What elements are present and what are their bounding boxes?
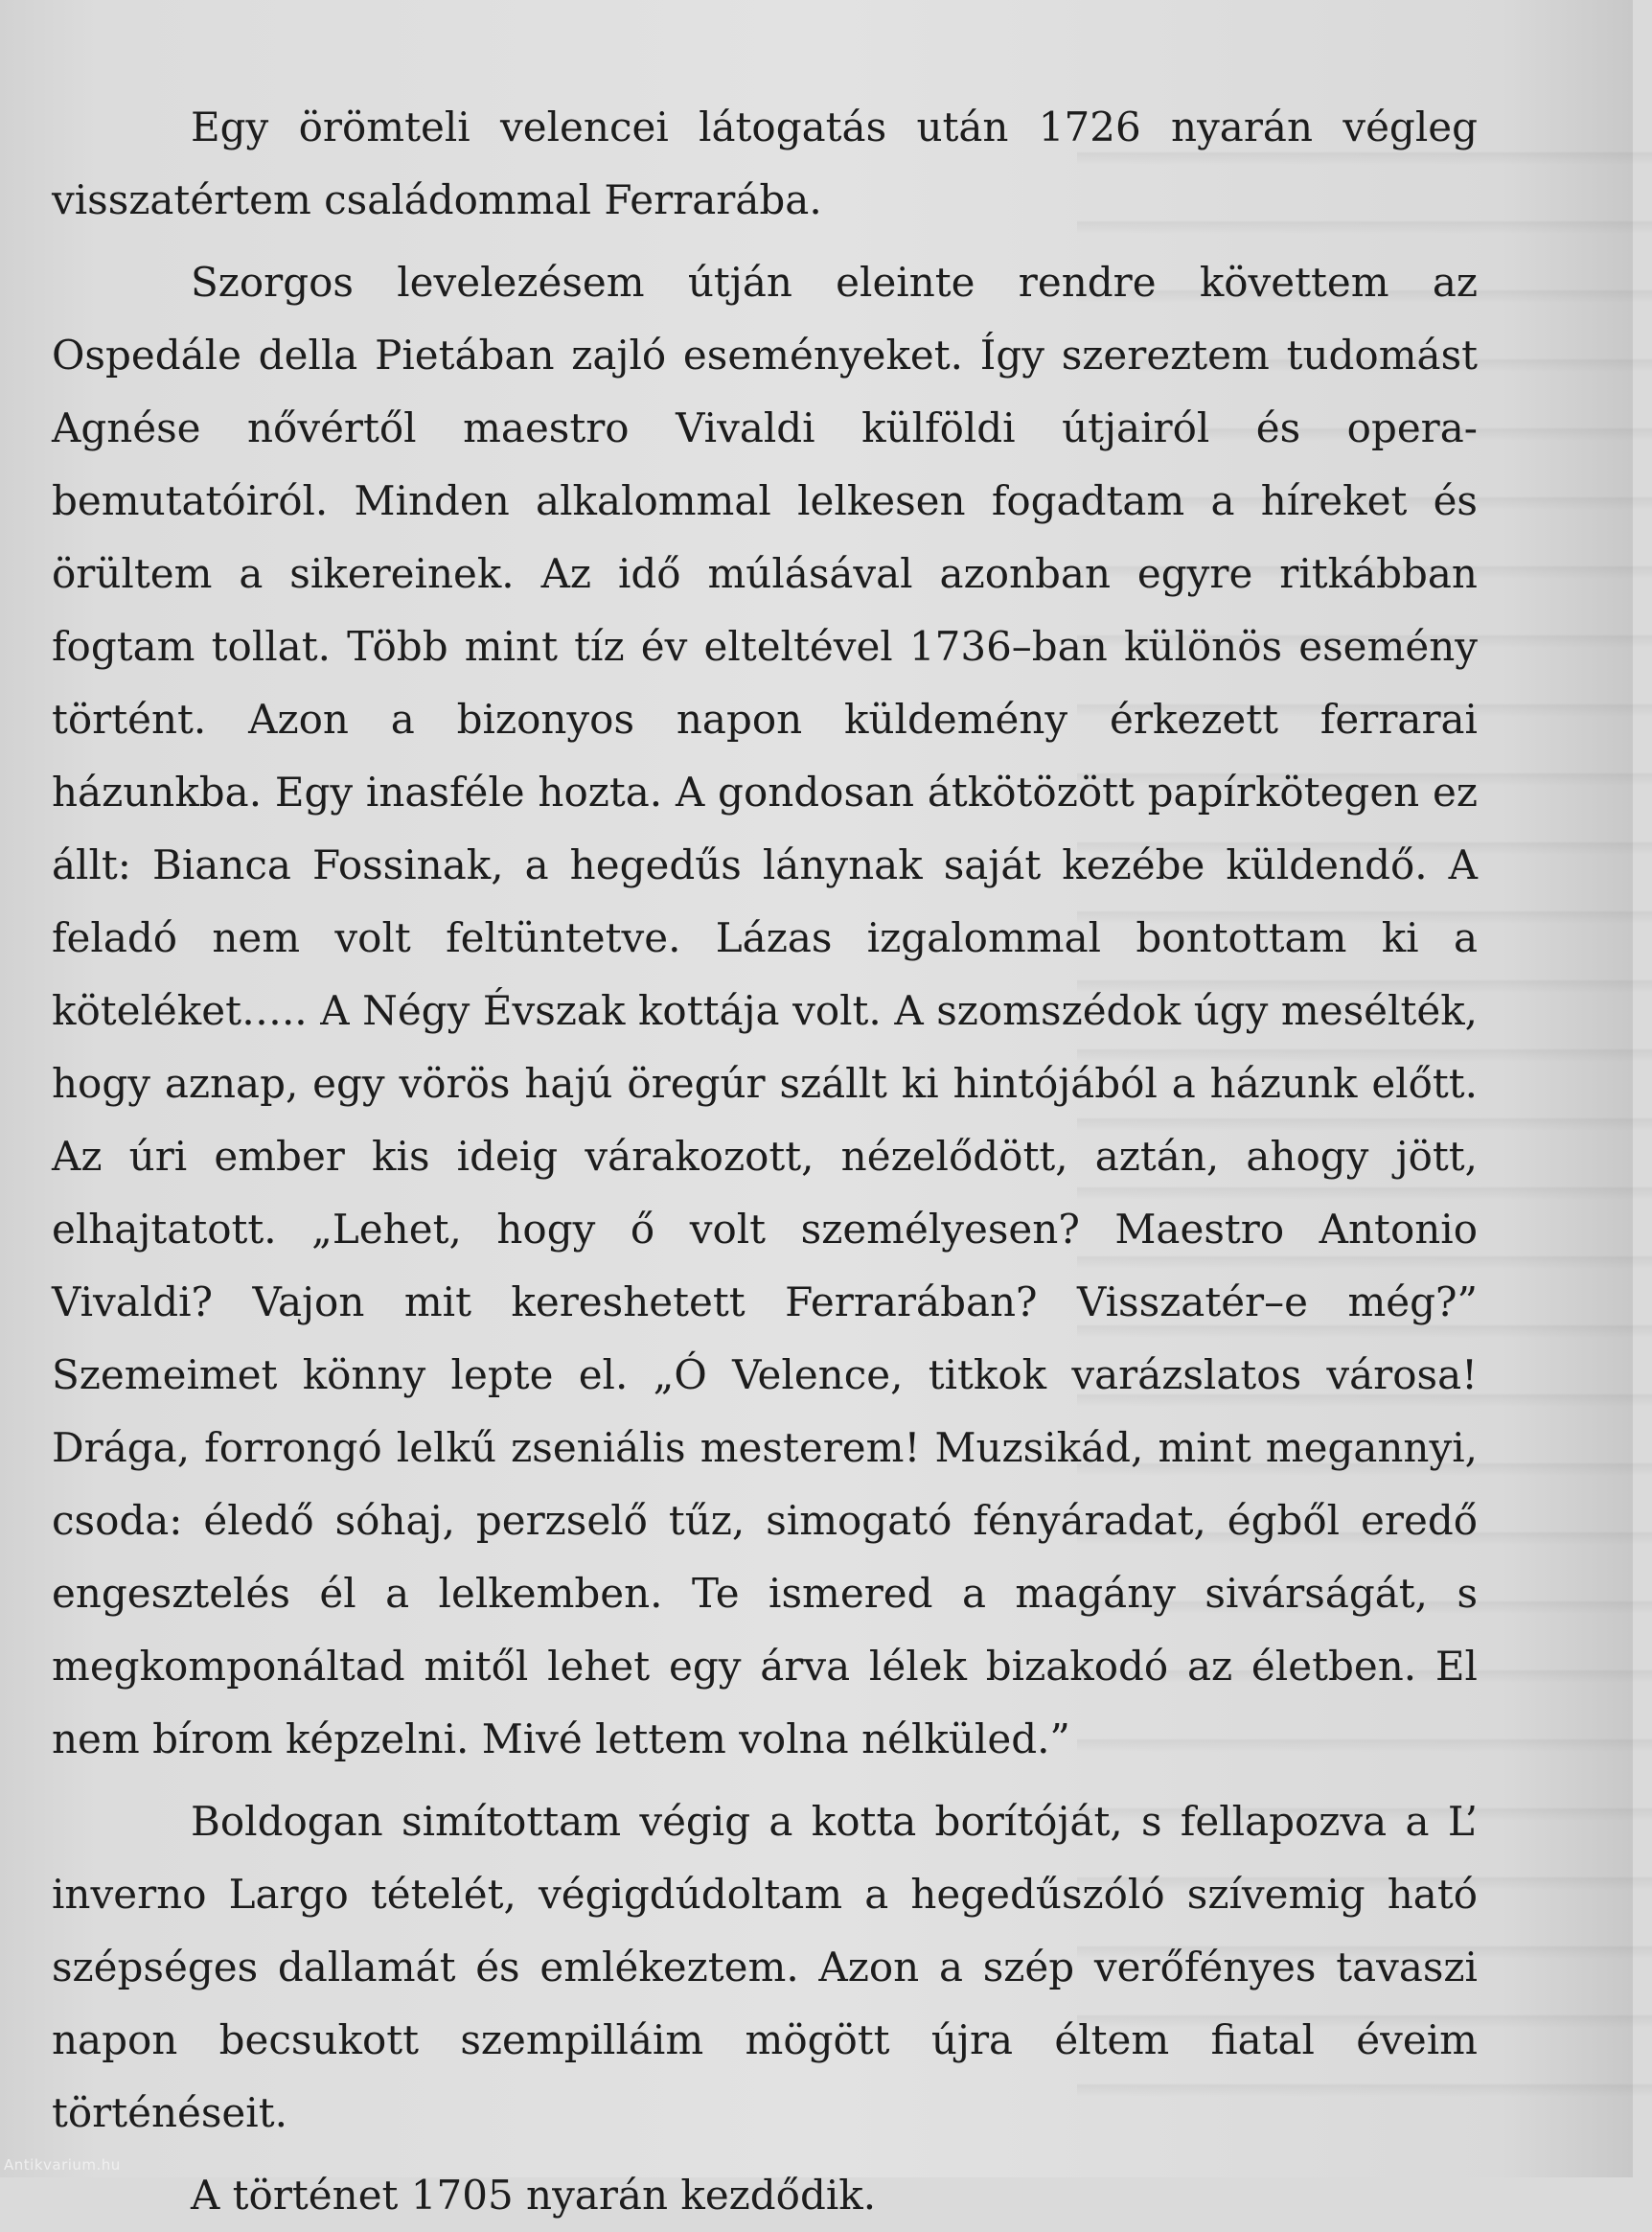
paragraph-1: Egy örömteli velencei látogatás után 1726 nyarán végleg visszatértem családommal Ferrarába. [52, 104, 1478, 223]
paragraph-3: Boldogan simítottam végig a kotta borítóját, s fellapozva a L’ inverno Largo tételét, végigdúdoltam a hegedűszóló szívemig ható szépséges dallamát és emlékeztem. Azon a szép verőfényes tavaszi napon becsukott szempilláim mögött újra éltem fiatal éveim történéseit. [52, 1798, 1478, 2136]
body-text [52, 91, 1478, 2232]
watermark: Antikvarium.hu [4, 2156, 121, 2174]
paragraph-2: Szorgos levelezésem útján eleinte rendre követtem az Ospedále della Pietában zajló eseményeket. Így szereztem tudomást Agnése nővértől maestro Vivaldi külföldi útjairól és opera-bemutatóiról. Minden alkalommal lelkesen fogadtam a híreket és örültem a sikereinek. Az idő múlásával azonban egyre ritkábban fogtam tollat. Több mint tíz év elteltével 1736–ban különös esemény történt. Azon a bizonyos napon küldemény érkezett ferrarai házunkba. Egy inasféle hozta. A gondosan átkötözött papírkötegen ez állt: Bianca Fossinak, a hegedűs lánynak saját kezébe küldendő. A feladó nem volt feltüntetve. Lázas izgalommal bontottam ki a köteléket….. A Négy Évszak kottája volt. A szomszédok úgy mesélték, hogy aznap, egy vörös hajú öregúr szállt ki hintójából a házunk előtt. Az úri ember kis ideig várakozott, nézelődött, aztán, ahogy jött, elhajtatott. „Lehet, hogy ő volt személyesen? Maestro Antonio Vivaldi? Vajon mit kereshetett Ferrarában? Visszatér–e még?” Szemeimet könny lepte el. „Ó Velence, titkok varázslatos városa! Drága, forrongó lelkű zseniális mesterem! Muzsikád, mint megannyi, csoda: éledő sóhaj, perzselő tűz, simogató fényáradat, égből eredő engesztelés él a lelkemben. Te ismered a magány sivárságát, s megkomponáltad mitől lehet egy árva lélek bizakodó az életben. El nem bírom képzelni. Mivé lettem volna nélküled.” [52, 259, 1478, 1762]
paragraph-4: A történet 1705 nyarán kezdődik. [191, 2172, 877, 2219]
